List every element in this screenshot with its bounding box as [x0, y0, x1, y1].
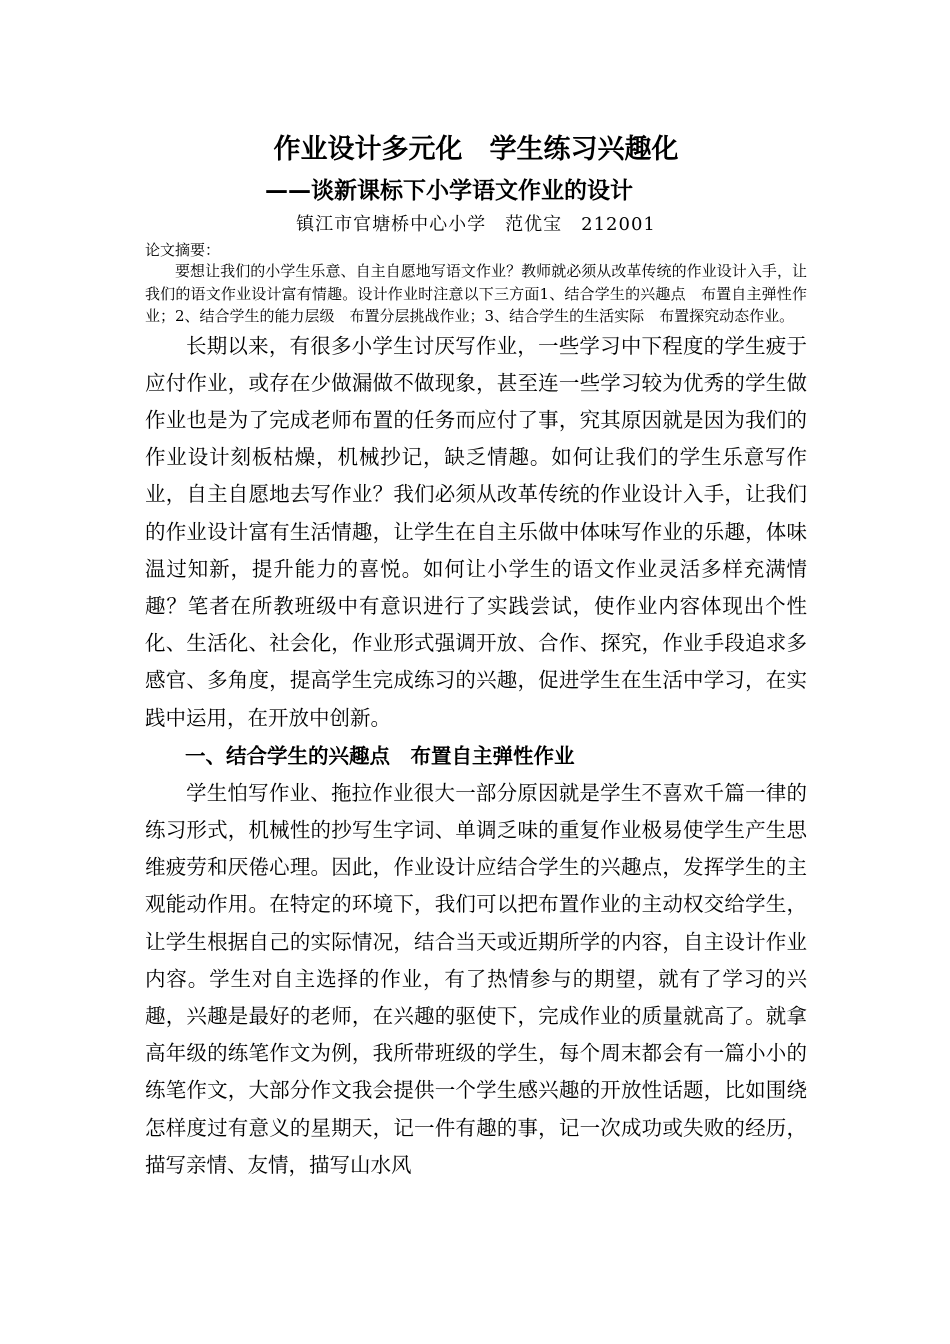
- abstract-block: [145, 240, 807, 328]
- section-1-paragraph: 学生怕写作业、拖拉作业很大一部分原因就是学生不喜欢千篇一律的练习形式，机械性的抄写生字词、单调乏味的重复作业极易使学生产生思维疲劳和厌倦心理。因此，作业设计应结合学生的兴趣点，发挥学生的主观能动作用。在特定的环境下，我们可以把布置作业的主动权交给学生，让学生根据自己的实际情况，结合当天或近期所学的内容，自主设计作业内容。学生对自主选择的作业，有了热情参与的期望，就有了学习的兴趣，兴趣是最好的老师，在兴趣的驱使下，完成作业的质量就高了。就拿高年级的练笔作文为例，我所带班级的学生，每个周末都会有一篇小小的练笔作文，大部分作文我会提供一个学生感兴趣的开放性话题，比如围绕怎样度过有意义的星期天，记一件有趣的事，记一次成功或失败的经历，描写亲情、友情，描写山水风: [145, 780, 807, 1177]
- document-title: 作业设计多元化 学生练习兴趣化: [273, 134, 679, 165]
- intro-paragraph: 长期以来，有很多小学生讨厌写作业，一些学习中下程度的学生疲于应付作业，或存在少做漏做不做现象，甚至连一些学习较为优秀的学生做作业也是为了完成老师布置的任务而应付了事，究其原因就是因为我们的作业设计刻板枯燥，机械抄记，缺乏情趣。如何让我们的学生乐意写作业，自主自愿地去写作业？我们必须从改革传统的作业设计入手，让我们的作业设计富有生活情趣，让学生在自主乐做中体味写作业的乐趣，体味温过知新，提升能力的喜悦。如何让小学生的语文作业灵活多样充满情趣？笔者在所教班级中有意识进行了实践尝试，使作业内容体现出个性化、生活化、社会化，作业形式强调开放、合作、探究，作业手段追求多感官、多角度，提高学生完成练习的兴趣，促进学生在生活中学习，在实践中运用，在开放中创新。: [145, 333, 807, 730]
- abstract-text: 要想让我们的小学生乐意、自主自愿地写语文作业？教师就必须从改革传统的作业设计入手，让我们的语文作业设计富有情趣。设计作业时注意以下三方面1、结合学生的兴趣点 布置自主弹性作业；2、结合学生的能力层级 布置分层挑战作业；3、结合学生的生活实际 布置探究动态作业。: [145, 262, 807, 325]
- document-page: [145, 128, 807, 1184]
- abstract-label: 论文摘要：: [145, 241, 221, 259]
- document-subtitle: ——谈新课标下小学语文作业的设计: [265, 178, 633, 204]
- section-heading-1: 一、结合学生的兴趣点 布置自主弹性作业: [185, 743, 575, 768]
- author-line: 镇江市官塘桥中心小学 范优宝 212001: [296, 214, 656, 235]
